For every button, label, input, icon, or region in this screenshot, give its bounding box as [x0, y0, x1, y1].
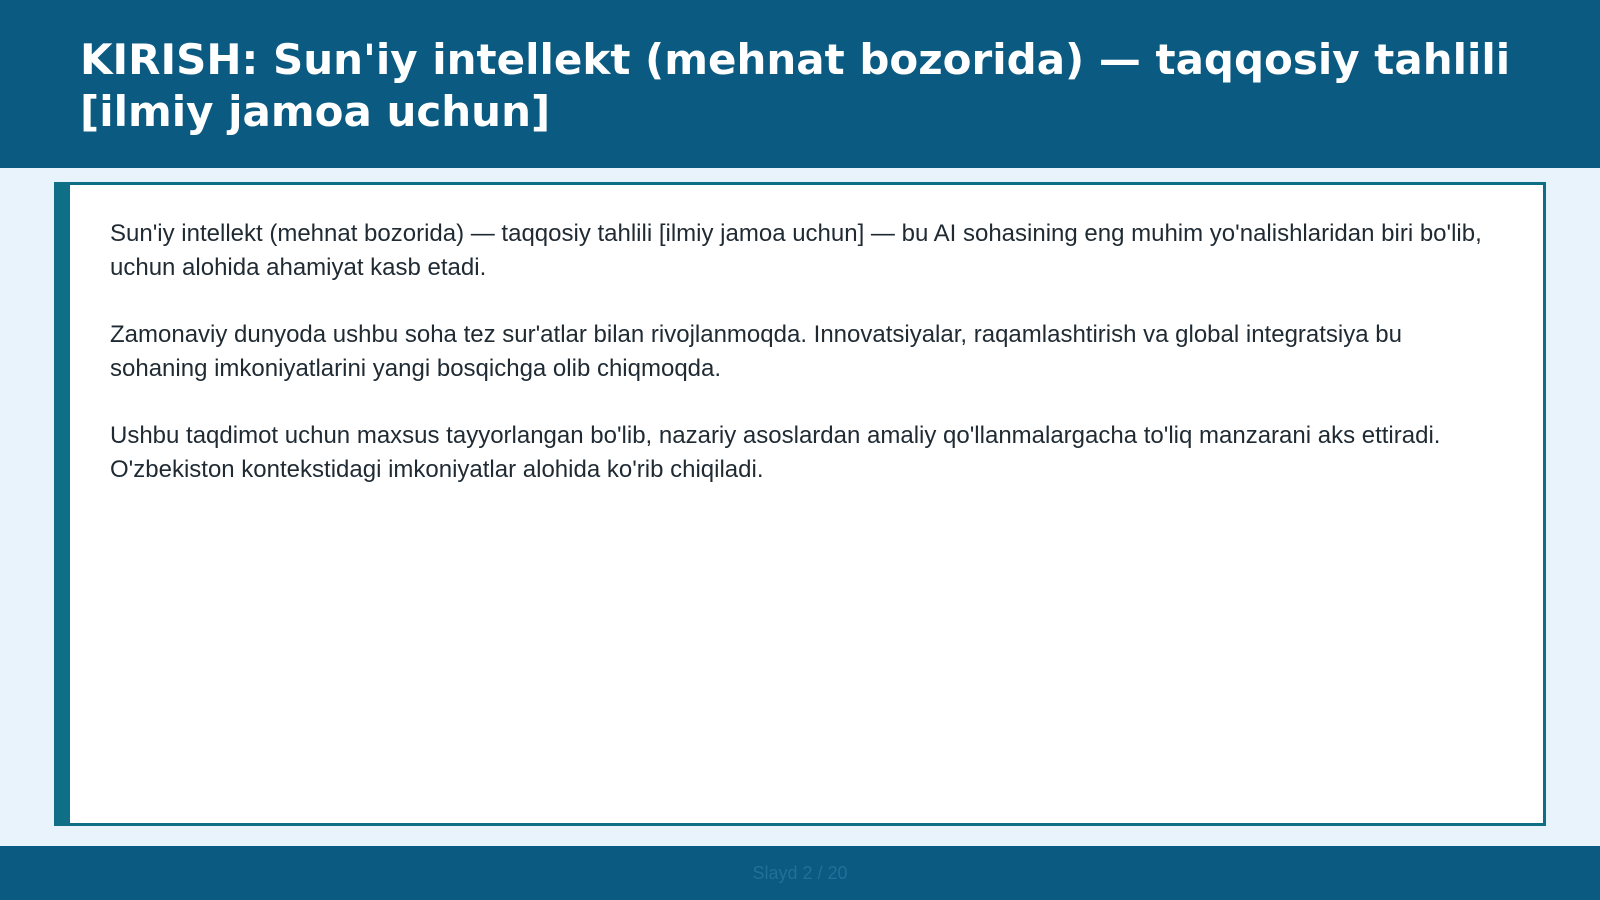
content-card: [54, 182, 1546, 826]
content-body: [70, 185, 1543, 487]
slide-number: Slayd 2 / 20: [752, 863, 848, 883]
paragraph-1: Sun'iy intellekt (mehnat bozorida) — taqqosiy tahlili [ilmiy jamoa uchun] — bu AI sohasining eng muhim yo'nalishlaridan biri bo'lib, uchun alohida ahamiyat kasb etadi.: [110, 220, 1482, 281]
slide-footer: [0, 846, 1600, 900]
slide-header: [0, 0, 1600, 168]
paragraph-3: Ushbu taqdimot uchun maxsus tayyorlangan bo'lib, nazariy asoslardan amaliy qo'llanmalargacha to'liq manzarani aks ettiradi. O'zbekiston kontekstidagi imkoniyatlar alohida ko'rib chiqiladi.: [110, 422, 1441, 483]
paragraph-2: Zamonaviy dunyoda ushbu soha tez sur'atlar bilan rivojlanmoqda. Innovatsiyalar, raqamlashtirish va global integratsiya bu sohaning imkoniyatlarini yangi bosqichga olib chiqmoqda.: [110, 321, 1402, 382]
slide-title: KIRISH: Sun'iy intellekt (mehnat bozorida) — taqqosiy tahlili [ilmiy jamoa uchun]: [80, 35, 1511, 136]
